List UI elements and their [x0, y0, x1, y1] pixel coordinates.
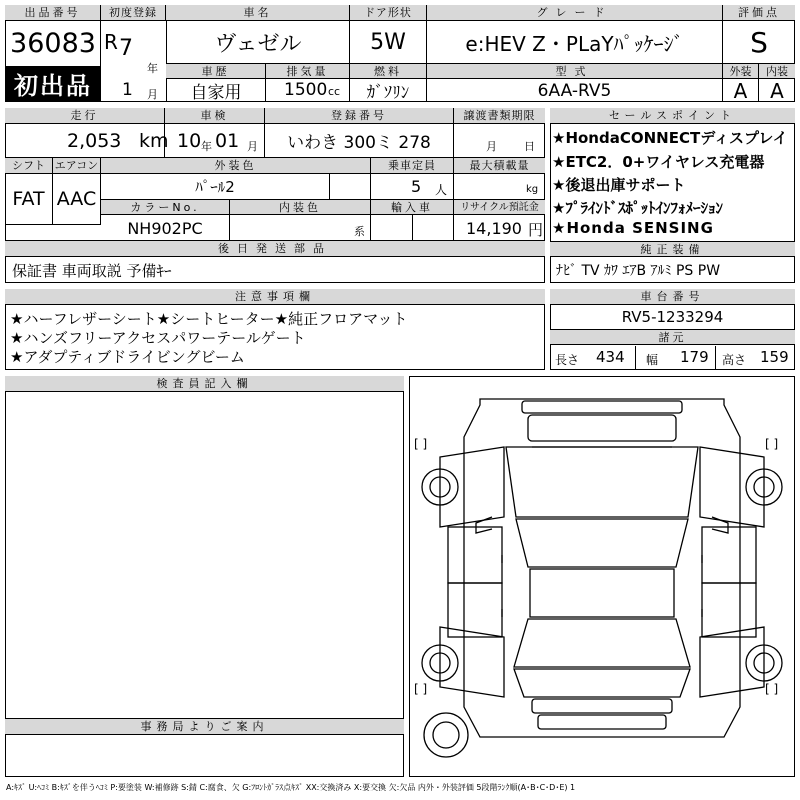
- lot-number: 36083: [10, 27, 96, 59]
- inspection-label: 車検: [165, 108, 265, 124]
- displacement-label: 排気量: [266, 64, 350, 79]
- car-name: ヴェゼル: [166, 21, 350, 64]
- displacement-cell: [266, 79, 350, 102]
- color-no-label: カラーNo.: [101, 200, 230, 215]
- import-cell-b: [413, 215, 454, 241]
- note-1: ★ハーフレザーシート★シートヒーター★純正フロアマット: [10, 310, 408, 328]
- max-load-unit: kg: [526, 184, 539, 195]
- interior-score: A: [770, 78, 784, 103]
- inspection-cell: [165, 124, 265, 158]
- first-reg-year: 7: [119, 36, 133, 61]
- car-outline-diagram: [410, 377, 794, 776]
- transfer-day-unit: 日: [524, 140, 535, 153]
- fuel-label: 燃料: [350, 64, 427, 79]
- recycle-label: リサイクル預託金: [454, 200, 545, 215]
- max-load-label: 最大積載量: [454, 158, 545, 174]
- recycle-cell: [454, 215, 545, 241]
- door-label: ドア形状: [350, 5, 427, 21]
- office-label: 事務局よりご案内: [5, 719, 404, 735]
- inspector-block: [5, 376, 404, 719]
- transfer-cell: [454, 124, 545, 158]
- chassis-number: RV5-1233294: [621, 308, 724, 326]
- reg-no-label: 登録番号: [265, 108, 454, 124]
- model-label: 型式: [427, 64, 723, 79]
- fuel: ｶﾞｿﾘﾝ: [350, 79, 427, 102]
- max-load-cell: [454, 174, 545, 200]
- inspection-year: 10: [177, 130, 202, 152]
- car-history: 自家用: [166, 79, 266, 102]
- exterior-label: 外装: [723, 64, 759, 79]
- int-color-label: 内装色: [230, 200, 371, 215]
- inspection-year-unit: 年: [201, 140, 212, 153]
- door-type: 5W: [350, 21, 427, 64]
- aircon-label: エアコン: [53, 158, 101, 174]
- chassis-label: 車台番号: [550, 289, 795, 305]
- int-color-unit: 系: [354, 225, 365, 238]
- exterior-score: A: [723, 79, 759, 102]
- sales-point-5: ★Honda SENSING: [552, 219, 714, 237]
- recycle: 14,190: [466, 219, 522, 238]
- score: S: [750, 26, 768, 59]
- grade: e:HEV Z・PLaYﾊﾟｯｹｰｼﾞ: [427, 21, 723, 64]
- height-label: 高さ: [722, 353, 747, 367]
- shift: FAT: [5, 174, 53, 224]
- sales-point-4: ★ﾌﾟﾗｲﾝﾄﾞｽﾎﾟｯﾄｲﾝﾌｫﾒｰｼｮﾝ: [552, 199, 723, 217]
- height: 159: [760, 348, 789, 366]
- note-3: ★アダプティブドライビングビーム: [10, 348, 245, 366]
- reg-number: いわき 300ミ 278: [265, 124, 454, 158]
- shift-label: シフト: [5, 158, 53, 174]
- capacity-unit: 人: [435, 183, 448, 197]
- bracket-top-left: [ ]: [414, 437, 428, 451]
- color-no: NH902PC: [101, 215, 230, 241]
- sales-points-label: セールスポイント: [550, 108, 795, 124]
- bracket-top-right: [ ]: [765, 437, 779, 451]
- note-2: ★ハンズフリーアクセスパワーテールゲート: [10, 329, 306, 347]
- first-reg-label: 初度登録: [101, 5, 166, 21]
- mileage: 2,053: [67, 130, 122, 152]
- length-label: 長さ: [555, 353, 580, 367]
- bracket-bottom-right: [ ]: [765, 682, 779, 696]
- import-cell-a: [371, 215, 413, 241]
- displacement-unit: cc: [328, 85, 341, 98]
- genuine-equipment: ﾅﾋﾞ TV ｶﾜ ｴｱB ｱﾙﾐ PS PW: [556, 263, 721, 279]
- ext-color-label: 外装色: [101, 158, 371, 174]
- sales-point-2: ★ETC2．0+ワイヤレス充電器: [552, 153, 765, 171]
- first-reg-era: R: [104, 30, 118, 54]
- model: 6AA-RV5: [427, 79, 723, 102]
- capacity-label: 乗車定員: [371, 158, 454, 174]
- width: 179: [680, 348, 709, 366]
- mileage-unit: km: [139, 130, 169, 152]
- sales-point-3: ★後退出庫サポート: [552, 176, 686, 194]
- specs-label: 諸元: [550, 329, 795, 345]
- mileage-label: 走行: [5, 108, 165, 124]
- capacity-cell: [371, 174, 454, 200]
- sales-point-1: ★HondaCONNECTディスプレイ: [552, 129, 788, 147]
- bracket-bottom-left: [ ]: [414, 682, 428, 696]
- inspection-month: 01: [215, 130, 240, 152]
- capacity: 5: [411, 177, 422, 196]
- history-label: 車歴: [166, 64, 266, 79]
- width-label: 幅: [646, 353, 659, 367]
- later-parts-label: 後日発送部品: [5, 241, 545, 257]
- grade-label: グレード: [427, 5, 723, 21]
- damage-diagram: [409, 376, 795, 777]
- import-label: 輸入車: [371, 200, 454, 215]
- inspector-label: 検査員記入欄: [5, 376, 404, 392]
- length: 434: [596, 348, 625, 366]
- ext-color: ﾊﾟｰﾙ2: [101, 174, 329, 200]
- inspection-month-unit: 月: [247, 140, 258, 153]
- interior-label: 内装: [759, 64, 795, 79]
- footer-legend: A:ｷｽﾞ U:ﾍｺﾐ B:ｷｽﾞを伴うﾍｺﾐ P:要塗装 W:補修跡 S:錆 C:腐食、欠 G:ﾌﾛﾝﾄｶﾞﾗｽ点ｷｽﾞ XX:交換済み X:要交換 欠:欠品 内外・外装評価 5段階ﾗﾝｸ順(A･B･C･D･E) 1: [6, 783, 576, 792]
- genuine-label: 純正装備: [550, 241, 795, 257]
- car-name-label: 車名: [166, 5, 350, 21]
- transfer-label: 譲渡書類期限: [454, 108, 545, 124]
- mileage-cell: [5, 124, 169, 158]
- later-parts: 保証書 車両取説 予備ｷｰ: [12, 261, 172, 280]
- first-reg-month: 1: [122, 80, 133, 100]
- first-reg-month-unit: 月: [147, 88, 158, 101]
- first-reg-year-unit: 年: [147, 62, 158, 75]
- dimensions-row: [550, 346, 795, 370]
- lot-number-label: 出品番号: [5, 5, 101, 21]
- ext-color-blank: [329, 174, 371, 200]
- displacement: 1500: [284, 80, 328, 100]
- first-listing-badge: 初出品: [6, 66, 100, 101]
- aircon: AAC: [53, 174, 101, 224]
- recycle-unit: 円: [528, 221, 544, 239]
- int-color-cell: [230, 215, 371, 241]
- notes-label: 注意事項欄: [5, 289, 545, 305]
- transfer-month-unit: 月: [486, 140, 497, 153]
- score-label: 評価点: [723, 5, 795, 21]
